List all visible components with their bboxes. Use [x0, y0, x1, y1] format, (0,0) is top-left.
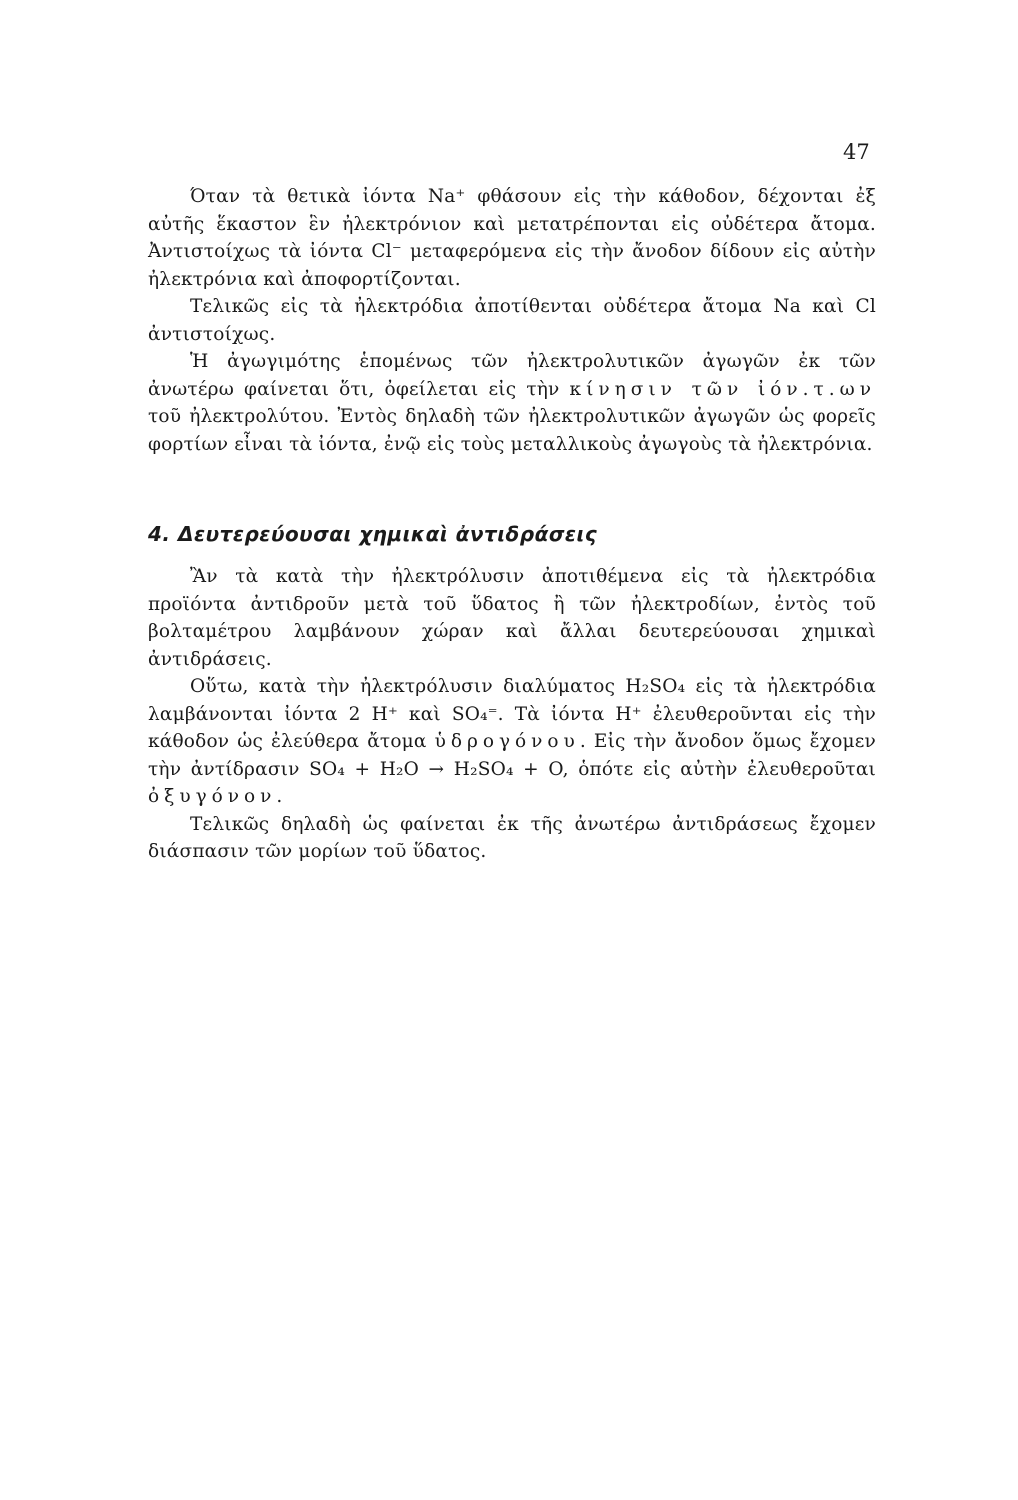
- section-paragraph-3: Τελικῶς δηλαδὴ ὡς φαίνεται ἐκ τῆς ἀνωτέρω ἀντιδράσεως ἔχομεν διάσπασιν τῶν μορίων τοῦ ὕδατος.: [148, 813, 876, 862]
- body-text-top: [148, 183, 876, 458]
- emphasized-word-oxygen: ὀξυγόνον: [148, 786, 277, 807]
- section-paragraph-2-middle: . Εἰς τὴν ἄνοδον ὅμως ἔχομεν τὴν ἀντίδρασιν SO₄ + H₂O → H₂SO₄ + O, ὁπότε εἰς αὐτὴν ἐλευθεροῦται: [148, 731, 876, 780]
- page-number: 47: [843, 140, 870, 164]
- emphasized-phrase: κίνησιν τῶν ἰόν.τ.ων: [569, 378, 876, 400]
- section-heading: 4. Δευτερεύουσαι χημικαὶ ἀντιδράσεις: [148, 522, 598, 546]
- paragraph-1: Όταν τὰ θετικὰ ἰόντα Na⁺ φθάσουν εἰς τὴν κάθοδον, δέχονται ἐξ αὐτῆς ἕκαστον ἓν ἠλεκτρόνιον καὶ μετατρέπονται εἰς οὐδέτερα ἄτομα. Ἀντιστοίχως τὰ ἰόντα Cl⁻ μεταφερόμενα εἰς τὴν ἄνοδον δίδουν εἰς αὐτὴν ἠλεκτρόνια καὶ ἀποφορτίζονται.: [148, 186, 876, 290]
- section-paragraph-1: Ἂν τὰ κατὰ τὴν ἠλεκτρόλυσιν ἀποτιθέμενα εἰς τὰ ἠλεκτρόδια προϊόντα ἀντιδροῦν μετὰ τοῦ ὕδατος ἢ τῶν ἠλεκτροδίων, ἐντὸς τοῦ βολταμέτρου λαμβάνουν χώραν καὶ ἄλλαι δευτερεύουσαι χημικαὶ ἀντιδράσεις.: [148, 566, 876, 670]
- body-text-section: [148, 563, 876, 866]
- paragraph-3: [148, 348, 876, 458]
- section-paragraph-2-start: Οὕτω, κατὰ τὴν ἠλεκτρόλυσιν διαλύματος H₂SO₄ εἰς τὰ ἠλεκτρόδια λαμβάνονται ἰόντα 2 H⁺ καὶ SO₄⁼. Τὰ ἰόντα H⁺ ἐλευθεροῦνται εἰς τὴν κάθοδον ὡς ἐλεύθερα ἄτομα: [148, 676, 876, 752]
- paragraph-3-start: Ἡ ἀγωγιμότης ἑπομένως τῶν ἠλεκτρολυτικῶν ἀγωγῶν ἐκ τῶν ἀνωτέρω φαίνεται ὅτι, ὀφείλεται εἰς τὴν: [148, 351, 876, 400]
- paragraph-3-end: τοῦ ἠλεκτρολύτου. Ἐντὸς δηλαδὴ τῶν ἠλεκτρολυτικῶν ἀγωγῶν ὡς φορεῖς φορτίων εἶναι τὰ ἰόντα, ἐνῷ εἰς τοὺς μεταλλικοὺς ἀγωγοὺς τὰ ἠλεκτρόνια.: [148, 406, 876, 455]
- emphasized-word-hydrogen: ὑδρογόνου: [434, 731, 580, 752]
- paragraph-2: Τελικῶς εἰς τὰ ἠλεκτρόδια ἀποτίθενται οὐδέτερα ἄτομα Na καὶ Cl ἀντιστοίχως.: [148, 296, 876, 345]
- section-paragraph-2-end: .: [276, 786, 283, 807]
- section-paragraph-2: [148, 673, 876, 811]
